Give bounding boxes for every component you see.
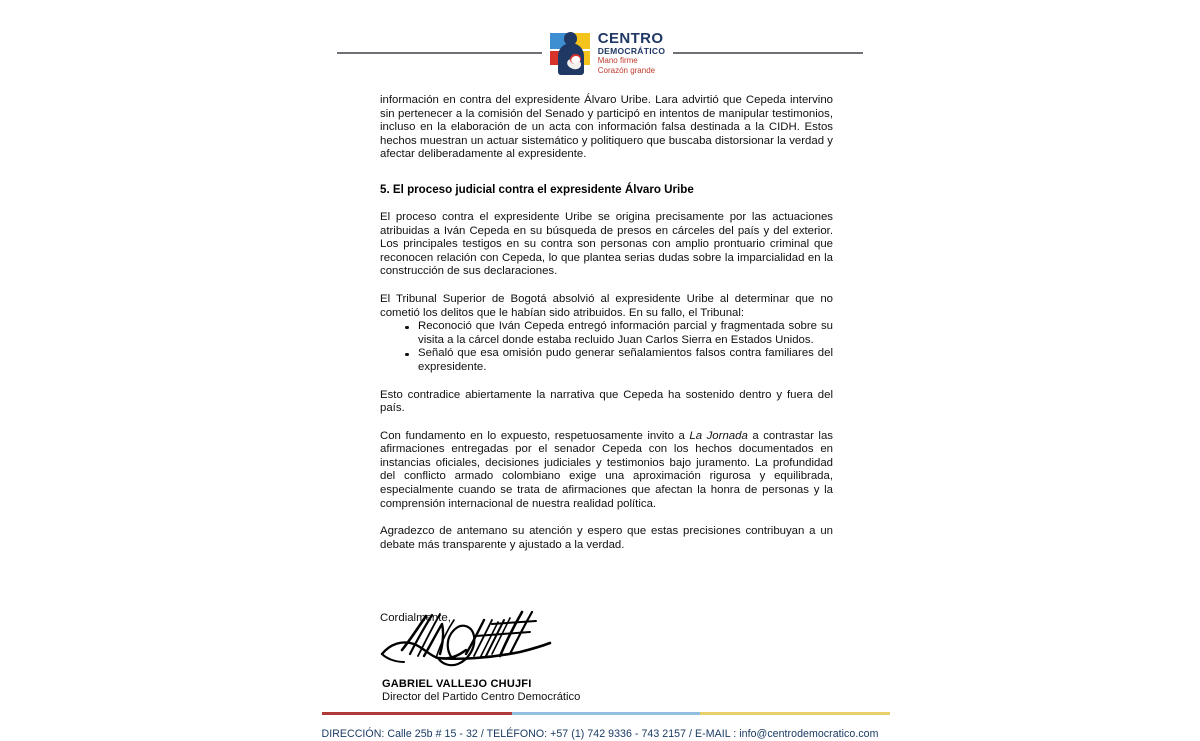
- logo-name-democratico: DEMOCRÁTICO: [597, 45, 666, 56]
- paragraph-4: [380, 430, 833, 512]
- paragraph-2: El Tribunal Superior de Bogotá absolvió al expresidente Uribe al determinar que no cometió los delitos que le habían sido atribuidos. En su fallo, el Tribunal:: [380, 292, 833, 319]
- spacer: [380, 416, 833, 430]
- paragraph-4-text-before: Con fundamento en lo expuesto, respetuosamente invito a: [380, 429, 690, 442]
- footer-rule-yellow: [700, 712, 890, 715]
- paragraph-1: El proceso contra el expresidente Uribe se origina precisamente por las actuaciones atribuidas a Iván Cepeda en su búsqueda de presos en cárceles del país y del exterior. Los principales testigos en su contra son personas con amplio prontuario criminal que reconocen relación con Cepeda, lo que plantea serias dudas sobre la imparcialidad en la construcción de sus declaraciones.: [380, 210, 833, 278]
- logo-slogan-line-2: Corazón grande: [597, 66, 656, 76]
- list-item: Reconoció que Iván Cepeda entregó información parcial y fragmentada sobre su visita a la cárcel donde estaba recluido Juan Carlos Sierra en Estados Unidos.: [418, 320, 833, 346]
- centro-democratico-logo: [550, 27, 666, 79]
- footer-tricolor-rule: [322, 712, 890, 715]
- list-item: Señaló que esa omisión pudo generar señalamientos falsos contra familiares del expresidente.: [418, 347, 833, 373]
- paragraph-3: Esto contradice abiertamente la narrativa que Cepeda ha sostenido dentro y fuera del país.: [380, 388, 833, 415]
- header-rule-right: [673, 52, 863, 54]
- footer-rule-blue: [512, 712, 700, 715]
- spacer: [380, 197, 833, 211]
- document-body: [380, 94, 833, 552]
- document-header: [0, 22, 1200, 84]
- closing-salutation: Cordialmente,: [380, 612, 451, 624]
- header-rule-left: [337, 52, 542, 54]
- logo-person-silhouette-icon: [558, 31, 584, 75]
- logo-mark-icon: [550, 31, 592, 75]
- paragraph-4-text-after: a contrastar las afirmaciones entregadas por el senador Cepeda con los hechos documentados en instancias oficiales, decisiones judiciales y testimonios bajo juramento. La profundidad del conflicto armado colombiano exige una aproximación rigurosa y equilibrada, especialmente cuando se trata de afirmaciones que afectan la honra de personas y la comprensión internacional de nuestra realidad política.: [380, 429, 833, 510]
- publication-name-la-jornada: La Jornada: [689, 429, 748, 442]
- logo-wordmark: [598, 31, 666, 76]
- spacer: [380, 279, 833, 293]
- spacer: [380, 162, 833, 183]
- signer-name: GABRIEL VALLEJO CHUJFI: [382, 678, 532, 690]
- spacer: [380, 375, 833, 389]
- tribunal-findings-list: [380, 320, 833, 374]
- footer-rule-red: [322, 712, 512, 715]
- spacer: [380, 511, 833, 525]
- footer-contact-info: DIRECCIÓN: Calle 25b # 15 - 32 / TELÉFONO: +57 (1) 742 9336 - 743 2157 / E-MAIL : info@centrodemocratico.com: [321, 728, 879, 740]
- paragraph-continued: información en contra del expresidente Álvaro Uribe. Lara advirtió que Cepeda intervino sin pertenecer a la comisión del Senado y participó en intentos de manipular testimonios, incluso en la elaboración de un acta con información falsa destinada a la CIDH. Estos hechos muestran un actuar sistemático y politiquero que buscaba distorsionar la verdad y afectar deliberadamente al expresidente.: [380, 94, 833, 161]
- signature-block: [380, 612, 700, 707]
- logo-slogan-line-1: Mano firme: [597, 56, 638, 66]
- section-heading-5: 5. El proceso judicial contra el expresidente Álvaro Uribe: [380, 182, 694, 196]
- logo-name-centro: CENTRO: [597, 29, 664, 47]
- paragraph-5: Agradezco de antemano su atención y espero que estas precisiones contribuyan a un debate más transparente y ajustado a la verdad.: [380, 525, 833, 551]
- signer-title: Director del Partido Centro Democrático: [382, 691, 581, 703]
